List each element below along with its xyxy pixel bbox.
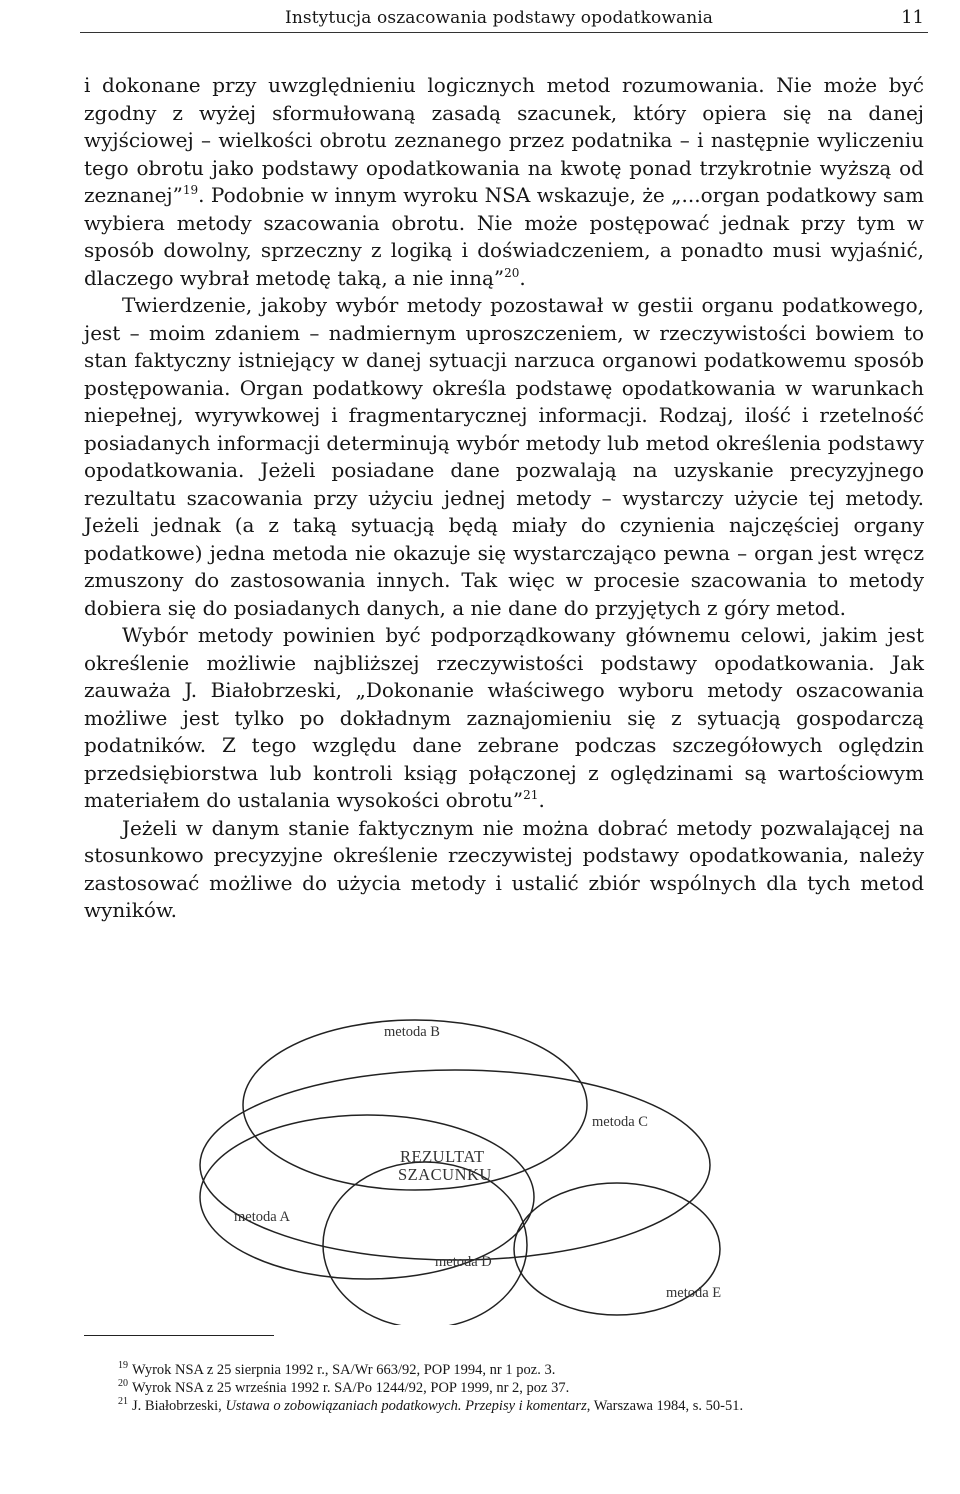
paragraph-3-part-b: . [538,788,545,812]
footnote-19 [118,1361,938,1379]
body-text [84,72,924,925]
footnote-number: 19 [118,1360,128,1371]
footnote-21 [118,1397,938,1415]
footnote-text: Wyrok NSA z 25 września 1992 r. SA/Po 1244/92, POP 1999, nr 2, poz 37. [132,1380,570,1396]
paragraph-4: Jeżeli w danym stanie faktycznym nie można dobrać metody pozwalającej na stosunkowo precyzyjne określenie rzeczywistej podstawy opodatkowania, należy zastosować możliwe do użycia metody i ustalić zbiór wspólnych dla tych metod wyników. [84,815,924,922]
paragraph-1-part-a: i dokonane przy uwzględnieniu logicznych metod rozumowania. Nie może być zgodny z wyżej sformułowaną zasadą szacunek, który opiera się na danej wyjściowej – wielkości obrotu zeznanego przez podatnika – i następnie wyliczeniu tego obrotu jako podstawy opodatkowania na kwotę ponad trzykrotnie wyższą od zeznanej” [84,73,924,207]
footnote-number: 21 [118,1396,128,1407]
paragraph-1 [84,72,924,292]
footnote-number: 20 [118,1378,128,1389]
running-title: Instytucja oszacowania podstawy opodatkowania [285,8,714,28]
footnote-publication: , Warszawa 1984, s. 50-51. [586,1398,744,1414]
footnote-ref-19: 19 [182,183,199,197]
paragraph-1-part-c: . [519,265,526,290]
footnote-ref-21: 21 [523,788,539,802]
ellipse-method-d [323,1162,527,1325]
footnote-ref-20: 20 [504,265,520,280]
footnote-separator [84,1335,274,1336]
footnote-20 [118,1379,938,1397]
label-method-c: metoda C [592,1114,648,1130]
footnote-text: Wyrok NSA z 25 sierpnia 1992 r., SA/Wr 663/92, POP 1994, nr 1 poz. 3. [132,1362,556,1378]
label-method-e: metoda E [666,1285,722,1301]
paragraph-3-part-a: Wybór metody powinien być podporządkowany głównemu celowi, jakim jest określenie możliwie najbliższej rzeczywistości podstawy opodatkowania. Jak zauważa J. Białobrzeski, „Dokonanie właściwego wyboru metody oszacowania możliwe jest tylko po dokładnym zaznajomieniu się z sytuacją gospodarczą podatników. Z tego względu dane zebrane podczas szczegółowych oględzin przedsiębiorstwa lub kontroli ksiąg połączonej z oględzinami są wartościowym materiałem do ustalania wysokości obrotu” [84,623,924,812]
footnotes [118,1361,938,1415]
page-header [80,6,928,33]
paragraph-3 [84,622,924,815]
footnote-author: J. Białobrzeski, [132,1398,226,1414]
footnote-book-title: Ustawa o zobowiązaniach podatkowych. Przepisy i komentarz [225,1398,587,1414]
paragraph-2: Twierdzenie, jakoby wybór metody pozostawał w gestii organu podatkowego, jest – moim zdaniem – nadmiernym uproszczeniem, w rzeczywistości bowiem to stan faktyczny istniejący w danej sytuacji narzuca organowi podatkowemu sposób postępowania. Organ podatkowy określa podstawę opodatkowania w warunkach niepełnej, wyrywkowej i fragmentarycznej informacji. Rodzaj, ilość i rzetelność posiadanych informacji determinują wybór metody lub metod określenia podstawy opodatkowania. Jeżeli posiadane dane pozwalają na uzyskanie precyzyjnego rezultatu szacowania przy użyciu jednej metody – wystarczy użycie tej metody. Jeżeli jednak (a z taką sytuacją będą miały do czynienia najczęściej organy podatkowe) jedna metoda nie okazuje się wystarczająco pewna – organ jest wręcz zmuszony do zastosowania innych. Tak więc w procesie szacowania to metody dobiera się do posiadanych danych, a nie dane do przyjętych z góry metod. [84,293,924,620]
label-method-d: metoda D [435,1254,492,1270]
label-method-a: metoda A [234,1209,290,1225]
result-label-line-1: REZULTAT [400,1147,485,1166]
result-label-line-2: SZACUNKU [398,1165,492,1184]
venn-diagram [180,1005,780,1325]
page-number: 11 [901,7,924,28]
label-method-b: metoda B [384,1024,440,1040]
paragraph-1-part-b: . Podobnie w innym wyroku NSA wskazuje, że „...organ podatkowy sam wybiera metody szacowania obrotu. Nie może postępować jednak przy tym w sposób dowolny, sprzeczny z logiką i doświadczeniem, a ponadto musi wyjaśnić, dlaczego wybrał metodę taką, a nie inną” [84,183,924,290]
